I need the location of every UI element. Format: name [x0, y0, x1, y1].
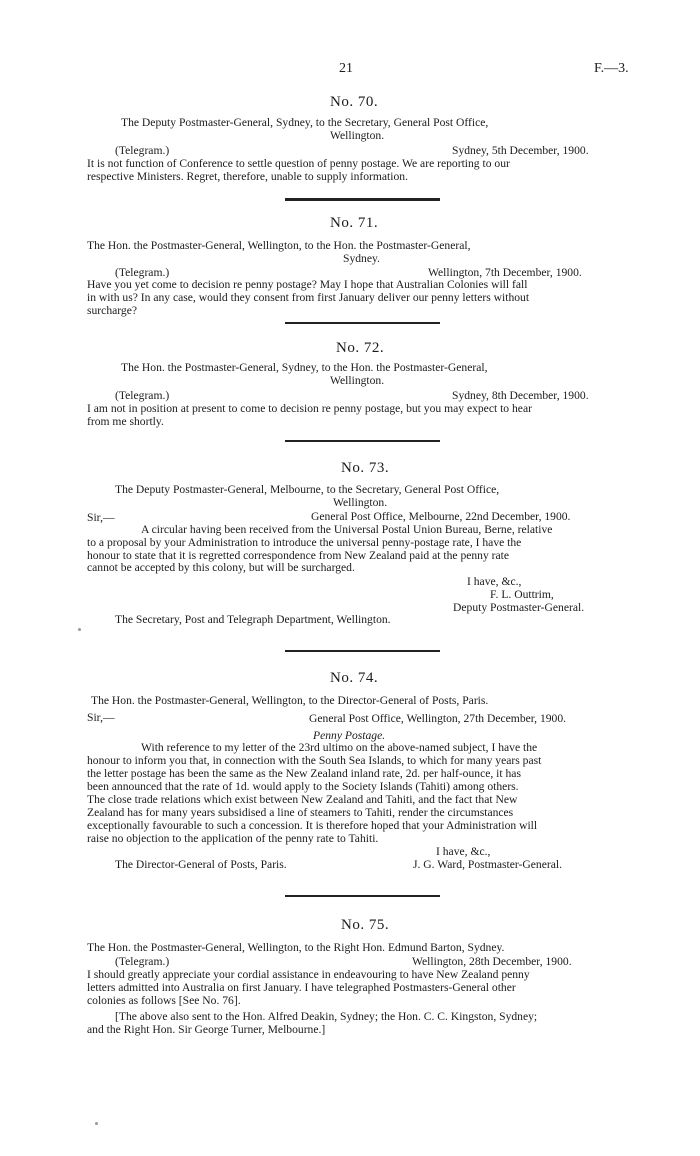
body-line: I am not in position at present to come to decision re penny postage, but you may expect to hear: [87, 402, 532, 415]
note-line: [The above also sent to the Hon. Alfred Deakin, Sydney; the Hon. C. C. Kingston, Sydney;: [115, 1010, 538, 1023]
letter-number: No. 74.: [330, 670, 379, 686]
body-line: respective Ministers. Regret, therefore, unable to supply information.: [87, 170, 408, 183]
subject-line: Penny Postage.: [313, 729, 386, 742]
letter-number: No. 73.: [341, 460, 390, 476]
letter-address: The Hon. the Postmaster-General, Sydney, to the Hon. the Postmaster-General,: [121, 361, 488, 374]
body-line: the letter postage has been the same as the New Zealand inland rate, 2d. per half-ounce, it has: [87, 767, 521, 780]
letter-address: The Hon. the Postmaster-General, Wellington, to the Director-General of Posts, Paris.: [91, 694, 489, 707]
signatory: F. L. Outtrim,: [490, 588, 554, 601]
letter-number: No. 75.: [341, 917, 390, 933]
letter-date: General Post Office, Melbourne, 22nd December, 1900.: [311, 510, 571, 523]
signatory: J. G. Ward, Postmaster-General.: [413, 858, 562, 871]
closing: I have, &c.,: [436, 845, 491, 858]
body-line: honour to state that it is regretted correspondence from New Zealand paid at the penny rate: [87, 549, 510, 562]
body-line: A circular having been received from the Universal Postal Union Bureau, Berne, relative: [141, 523, 553, 536]
letter-address: The Deputy Postmaster-General, Melbourne, to the Secretary, General Post Office,: [115, 483, 500, 496]
section-divider: [285, 650, 440, 652]
letter-address-city: Wellington.: [333, 496, 388, 509]
body-line: surcharge?: [87, 304, 137, 317]
paper-mark: [95, 1122, 98, 1125]
body-line: letters admitted into Australia on first January. I have telegraphed Postmasters-General other: [87, 981, 516, 994]
body-line: raise no objection to the application of the penny rate to Tahiti.: [87, 832, 379, 845]
letter-number: No. 72.: [336, 340, 385, 356]
letter-medium: (Telegram.): [115, 955, 170, 968]
body-line: cannot be accepted by this colony, but will be surcharged.: [87, 561, 355, 574]
page-number: 21: [339, 61, 353, 76]
body-line: Have you yet come to decision re penny postage? May I hope that Australian Colonies will fall: [87, 278, 528, 291]
letter-address: The Deputy Postmaster-General, Sydney, to the Secretary, General Post Office,: [121, 116, 489, 129]
closing: I have, &c.,: [467, 575, 522, 588]
letter-date: General Post Office, Wellington, 27th December, 1900.: [309, 712, 567, 725]
body-line: in with us? In any case, would they consent from first January deliver our penny letters without: [87, 291, 530, 304]
body-line: With reference to my letter of the 23rd ultimo on the above-named subject, I have the: [141, 741, 538, 754]
letter-address-city: Sydney.: [343, 252, 380, 265]
body-line: It is not function of Conference to settle question of penny postage. We are reporting to our: [87, 157, 510, 170]
letter-address-city: Wellington.: [330, 129, 385, 142]
body-line: Zealand has for many years subsidised a line of steamers to Tahiti, render the circumstances: [87, 806, 514, 819]
body-line: exceptionally favourable to such a concession. It is therefore hoped that your Administration will: [87, 819, 538, 832]
recipient: The Secretary, Post and Telegraph Department, Wellington.: [115, 613, 391, 626]
letter-medium: (Telegram.): [115, 389, 170, 402]
section-divider: [285, 895, 440, 897]
letter-date: Wellington, 28th December, 1900.: [412, 955, 572, 968]
letter-address-city: Wellington.: [330, 374, 385, 387]
signatory-title: Deputy Postmaster-General.: [453, 601, 585, 614]
recipient: The Director-General of Posts, Paris.: [115, 858, 287, 871]
report-code: F.—3.: [594, 61, 629, 76]
body-line: colonies as follows [See No. 76].: [87, 994, 241, 1007]
note-line: and the Right Hon. Sir George Turner, Melbourne.]: [87, 1023, 326, 1036]
body-line: honour to inform you that, in connection with the South Sea Islands, to which for many years past: [87, 754, 542, 767]
salutation: Sir,—: [87, 511, 115, 524]
section-divider: [285, 198, 440, 201]
letter-medium: (Telegram.): [115, 266, 170, 279]
paper-mark: [78, 628, 81, 631]
salutation: Sir,—: [87, 711, 115, 724]
letter-address: The Hon. the Postmaster-General, Wellington, to the Right Hon. Edmund Barton, Sydney.: [87, 941, 505, 954]
body-line: The close trade relations which exist between New Zealand and Tahiti, and the fact that New: [87, 793, 518, 806]
letter-date: Sydney, 5th December, 1900.: [452, 144, 589, 157]
body-line: from me shortly.: [87, 415, 164, 428]
section-divider: [285, 440, 440, 442]
letter-date: Sydney, 8th December, 1900.: [452, 389, 589, 402]
body-line: been announced that the rate of 1d. would apply to the Society Islands (Tahiti) among others.: [87, 780, 519, 793]
section-divider: [285, 322, 440, 324]
letter-number: No. 71.: [330, 215, 379, 231]
letter-address: The Hon. the Postmaster-General, Wellington, to the Hon. the Postmaster-General,: [87, 239, 471, 252]
body-line: to a proposal by your Administration to introduce the universal penny-postage rate, I have the: [87, 536, 522, 549]
letter-number: No. 70.: [330, 94, 379, 110]
letter-medium: (Telegram.): [115, 144, 170, 157]
letter-date: Wellington, 7th December, 1900.: [428, 266, 582, 279]
body-line: I should greatly appreciate your cordial assistance in endeavouring to have New Zealand penny: [87, 968, 530, 981]
